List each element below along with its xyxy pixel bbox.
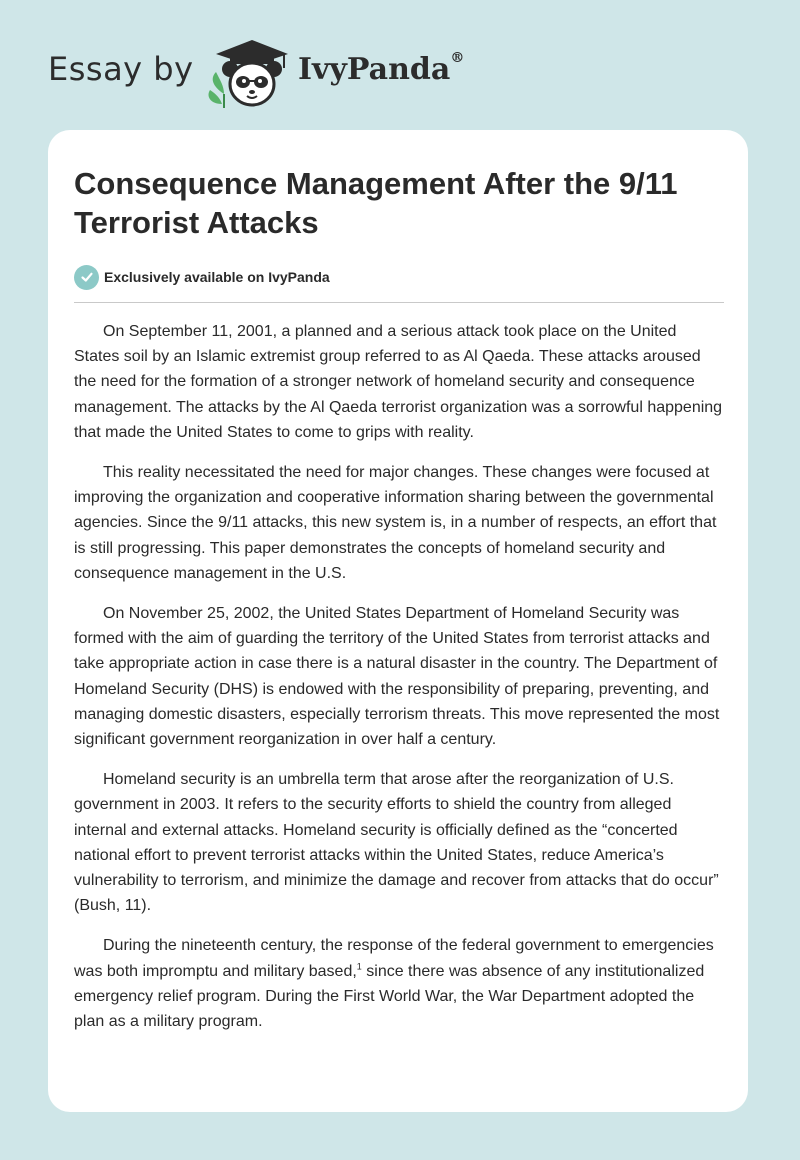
check-icon <box>74 265 99 290</box>
paragraph: On September 11, 2001, a planned and a serious attack took place on the United States soil by an Islamic extremist group referred to as Al Qaeda. These attacks aroused the need for the formation of a stronger network of homeland security and consequence management. The attacks by the Al Qaeda terrorist organization was a sorrowful happening that made the United States to come to grips with reality. <box>74 323 723 441</box>
exclusive-badge <box>74 264 330 290</box>
essay-card <box>48 130 748 1112</box>
badge-text: Exclusively available on IvyPanda <box>104 269 330 285</box>
registered-mark: ® <box>450 50 465 66</box>
essay-body <box>74 319 724 1049</box>
paragraph: Homeland security is an umbrella term that arose after the reorganization of U.S. government in 2003. It refers to the security efforts to shield the country from alleged internal and external attacks. Homeland security is officially defined as the “concerted national effort to prevent terrorist attacks within the United States, reduce America’s vulnerability to terrorism, and minimize the damage and recover from attacks that do occur” (Bush, 11). <box>74 771 719 915</box>
paragraph-text: During the nineteenth century, the response of the federal government to emergencies was both impromptu and military based, <box>74 937 714 980</box>
paragraph <box>74 933 724 1034</box>
divider <box>74 302 724 303</box>
paragraph-text: since there was absence of any institutionalized emergency relief program. During the First World War, the War Department adopted the plan as a military program. <box>74 962 705 1031</box>
check-glyph-icon <box>80 270 94 284</box>
site-header <box>48 34 508 114</box>
page-title: Consequence Management After the 9/11 Terrorist Attacks <box>74 166 678 240</box>
panda-graduate-logo-icon <box>200 34 296 110</box>
essay-by-label: Essay by <box>48 50 194 88</box>
footnote-marker[interactable]: 1 <box>356 961 362 972</box>
brand-name <box>298 52 464 87</box>
brand-text: IvyPanda <box>298 52 451 87</box>
paragraph: This reality necessitated the need for major changes. These changes were focused at improving the organization and cooperative information sharing between the governmental agencies. Since the 9/11 attacks, this new system is, in a number of respects, an effort that is still progressing. This paper demonstrates the concepts of homeland security and consequence management in the U.S. <box>74 464 717 582</box>
paragraph: On November 25, 2002, the United States Department of Homeland Security was formed with the aim of guarding the territory of the United States from terrorist attacks and take appropriate action in case there is a natural disaster in the country. The Department of Homeland Security (DHS) is endowed with the responsibility of preparing, preventing, and managing domestic disasters, especially terrorism threats. This move represented the most significant government reorganization in over half a century. <box>74 605 720 749</box>
